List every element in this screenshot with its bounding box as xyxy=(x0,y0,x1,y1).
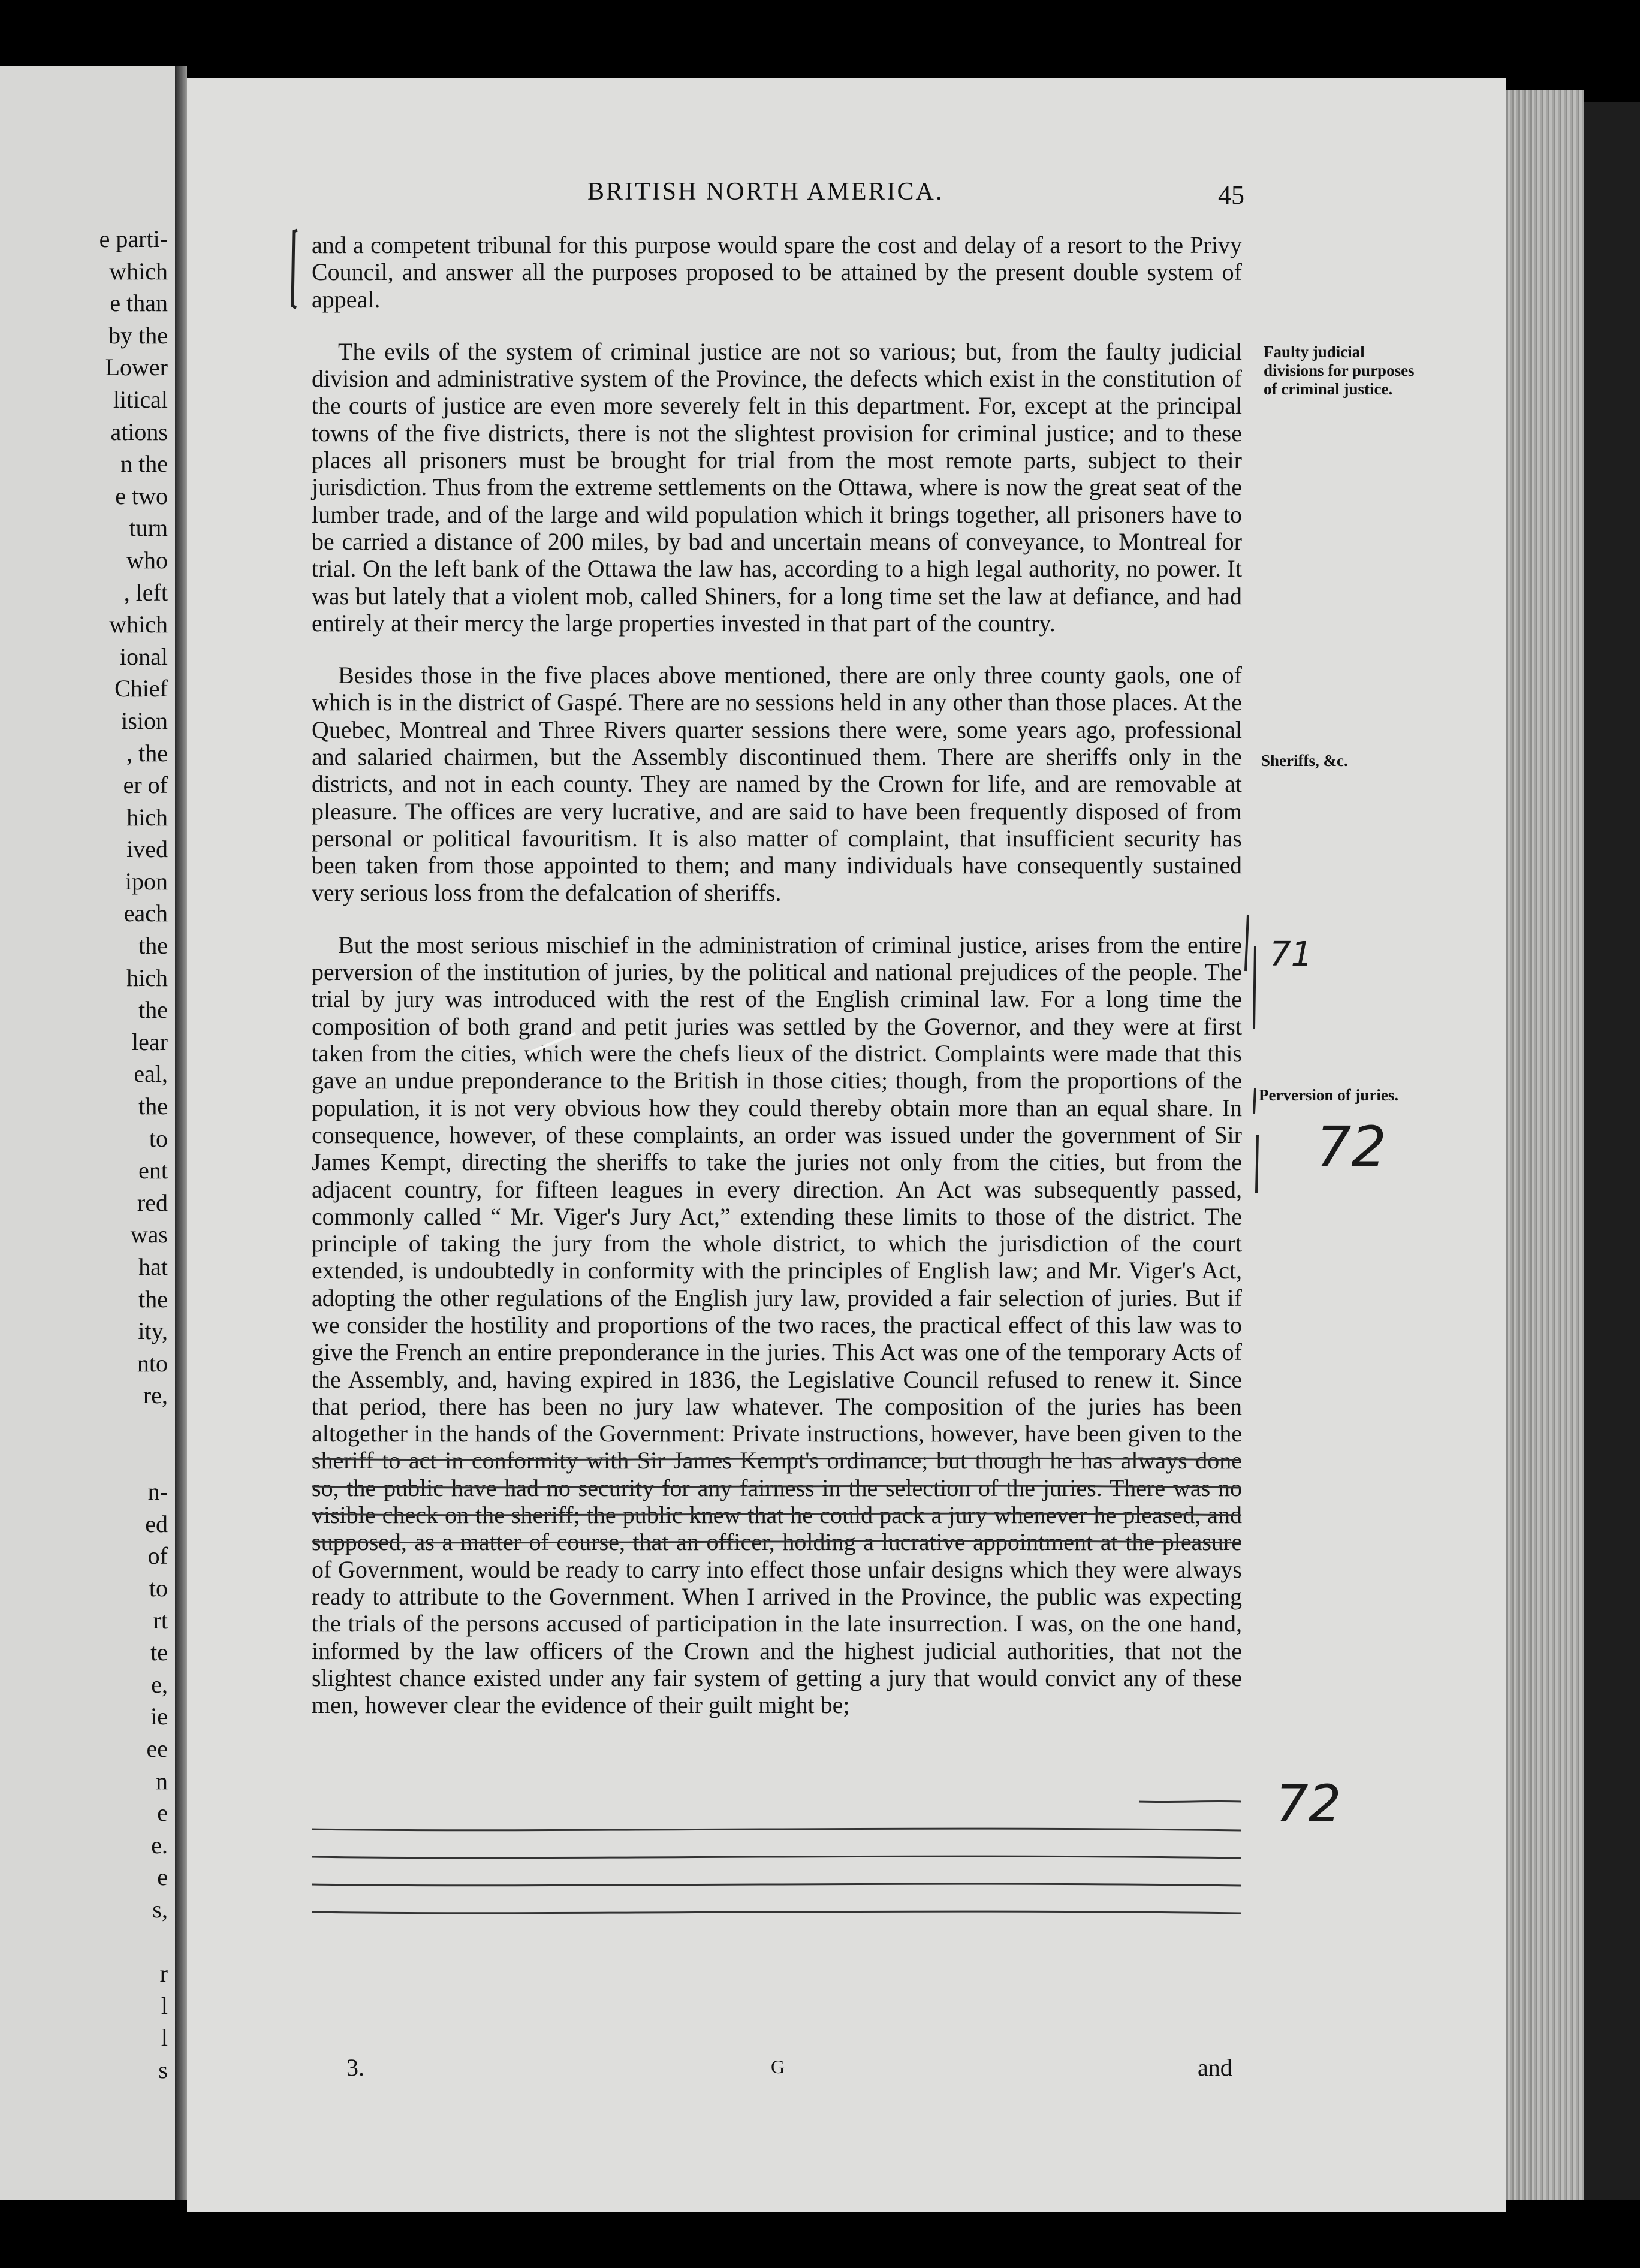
left-page-fragment-line: who xyxy=(126,546,168,574)
left-page-fragment-line: l xyxy=(161,2024,168,2052)
left-page-fragment-line: litical xyxy=(113,385,168,413)
left-page-fragment-line: hich xyxy=(126,803,168,831)
left-page-fragment-line: each xyxy=(123,900,168,927)
left-page-fragment-line: which xyxy=(109,257,168,285)
handwritten-number-72-lower: 72 xyxy=(1276,1774,1341,1834)
page-number: 45 xyxy=(1218,180,1244,210)
catchword: and xyxy=(1198,2054,1232,2081)
left-page xyxy=(0,66,175,2200)
left-page-fragment-line: eal, xyxy=(134,1060,168,1088)
handwritten-number-71: 71 xyxy=(1270,935,1313,974)
left-page-fragment-line: te xyxy=(150,1639,168,1666)
left-page-fragment-line: Chief xyxy=(114,675,168,702)
left-page-fragment-line: e xyxy=(157,1863,168,1891)
left-page-fragment-line: e two xyxy=(115,482,168,509)
left-page-fragment-line: ed xyxy=(145,1510,168,1537)
left-page-fragment-line xyxy=(12,1444,168,1476)
paragraph-sheriffs: Besides those in the five places above mentioned, there are only three county gaols, one of which is in the district of Gaspé. There are no sessions held in any other than those places. At the Quebec, Montreal and Three Rivers quarter sessions there were, some years ago, professional and salaried chairmen, but the Assembly discontinued them. There are sheriffs only in the districts, and not in each county. They are named by the Crown for life, and are removable at pleasure. The offices are very lucrative, and are said to have been frequently disposed of from personal or political favouritism. It is also matter of complaint, that insufficient security has been taken from those appointed to them; and many individuals have consequently sustained very serious loss from the defalcation of sheriffs. xyxy=(312,662,1242,906)
sidenote-perversion-of-juries: Perversion of juries. xyxy=(1259,1086,1399,1104)
left-page-fragment-line: hat xyxy=(138,1253,168,1280)
book-gutter xyxy=(175,66,187,2200)
left-page-fragment-line: s xyxy=(158,2056,168,2083)
left-page-fragment-line: l xyxy=(161,1992,168,2019)
left-page-fragment-line: the xyxy=(138,1093,168,1120)
left-page-fragment-line: ived xyxy=(126,836,168,863)
left-page-fragment-line: , left xyxy=(123,578,168,606)
left-page-fragment-line: the xyxy=(138,932,168,960)
left-page-fragment-line: lear xyxy=(132,1028,168,1055)
left-page-fragment-line: n- xyxy=(147,1478,168,1506)
left-page-fragment-line: the xyxy=(138,1285,168,1313)
left-page-fragment-line: e, xyxy=(151,1670,168,1698)
left-page-fragment-line xyxy=(12,1412,168,1444)
left-page-fragment-line: e. xyxy=(151,1831,168,1859)
left-page-fragment-line: er of xyxy=(123,771,168,799)
signature-letter: G xyxy=(771,2056,785,2077)
signature-mark: 3. xyxy=(346,2054,364,2081)
left-page-fragment-line: rt xyxy=(153,1606,168,1634)
left-page-fragment-line: which xyxy=(109,611,168,638)
left-page-fragment-line: r xyxy=(159,1960,168,1987)
handwritten-number-72-upper: 72 xyxy=(1316,1115,1387,1179)
left-page-fragment-line: by the xyxy=(108,321,168,349)
page-edges xyxy=(1506,90,1584,2200)
left-page-fragment-line: n xyxy=(156,1767,168,1795)
left-page-fragment-line: , the xyxy=(126,739,168,767)
left-page-fragment-line: Lower xyxy=(105,354,168,381)
left-page-fragment-line xyxy=(12,1925,168,1958)
paragraph-juries: But the most serious mischief in the administration of criminal justice, arises from the entire perversion of the institution of juries, by the political and national prejudices of the people. The trial by jury was introduced with the rest of the English criminal law. For a long time the composition of both grand and petit juries was settled by the Governor, and they were at first taken from the cities, which were the chefs lieux of the district. Complaints were made that this gave an undue preponderance to the British in those cities; though, from the proportions of the population, it is not very obvious how they could thereby obtain more than an equal share. In consequence, however, of these complaints, an order was issued under the government of Sir James Kempt, directing the sheriffs to take the juries not only from the cities, but from the adjacent country, for fifteen leagues in every direction. An Act was subsequently passed, commonly called “ Mr. Viger's Jury Act,” extending these limits to those of the district. The principle of taking the jury from the whole district, to which the jurisdiction of the court extended, is undoubtedly in conformity with the principles of English law; and Mr. Viger's Act, adopting the other regulations of the English jury law, provided a fair selection of juries. But if we consider the hostility and proportions of the two races, the practical effect of this law was to give the French an entire preponderance in the juries. This Act was one of the temporary Acts of the Assembly, and, having expired in 1836, the Legislative Council refused to renew it. Since that period, there has been no jury law whatever. The composition of the juries has been altogether in the hands of the Government: Private instructions, however, have been given to the sheriff to act in conformity with Sir James Kempt's ordinance; but though he has always done so, the public have had no security for any fairness in the selection of the juries. There was no visible check on the sheriff; the public knew that he could pack a jury whenever he pleased, and supposed, as a matter of course, that an officer, holding a lucrative appointment at the pleasure of Government, would be ready to carry into effect those unfair designs which they were always ready to attribute to the Government. When I arrived in the Province, the public was expecting the trials of the persons accused of participation in the late insurrection. I was, on the one hand, informed by the law officers of the Crown and the highest judicial authorities, that not the slightest chance existed under any fair system of getting a jury that would convict any of these men, however clear the evidence of their guilt might be; xyxy=(312,931,1242,1719)
left-page-fragment-line: to xyxy=(149,1574,168,1602)
left-page-fragment-line: ity, xyxy=(138,1317,168,1345)
left-page-fragment-line: ie xyxy=(150,1703,168,1730)
book-cover-edge xyxy=(1584,102,1640,2200)
left-page-fragment-line: s, xyxy=(152,1895,168,1923)
paragraph-appeal: and a competent tribunal for this purpose would spare the cost and delay of a resort to the Privy Council, and answer all the purposes proposed to be attained by the present double system of appeal. xyxy=(312,231,1242,313)
left-page-fragments xyxy=(12,223,168,2086)
sidenote-sheriffs: Sheriffs, &c. xyxy=(1261,752,1348,770)
left-page-fragment-line: e parti- xyxy=(99,225,168,252)
left-page-fragment-line: nto xyxy=(137,1349,168,1377)
left-page-fragment-line: ations xyxy=(110,418,168,445)
left-page-fragment-line: ipon xyxy=(125,867,168,895)
left-page-fragment-line: ee xyxy=(146,1735,168,1762)
sidenote-faulty-judicial-divisions: Faulty judicial divisions for purposes of criminal justice. xyxy=(1264,343,1415,398)
running-head: BRITISH NORTH AMERICA. xyxy=(587,178,944,206)
left-page-fragment-line: turn xyxy=(129,514,168,542)
left-page-fragment-line: ision xyxy=(121,707,168,734)
paragraph-criminal-justice: The evils of the system of criminal justice are not so various; but, from the faulty judicial division and administrative system of the Province, the defects which exist in the constitution of the courts of justice are even more severely felt in this department. For, except at the principal towns of the five districts, there is not the slightest provision for criminal justice; and to these places all prisoners must be brought for trial from the most remote parts, subject to their jurisdiction. Thus from the extreme settlements on the Ottawa, where is now the great seat of the lumber trade, and of the large and wild population which it brings together, all prisoners have to be carried a distance of 200 miles, by bad and uncertain means of conveyance, to Montreal for trial. On the left bank of the Ottawa the law has, according to a high legal authority, no power. It was but lately that a violent mob, called Shiners, for a long time set the law at defiance, and had entirely at their mercy the large properties invested in that part of the country. xyxy=(312,337,1242,637)
left-page-fragment-line: was xyxy=(130,1221,168,1248)
left-page-fragment-line: n the xyxy=(120,450,168,478)
left-page-fragment-line: of xyxy=(147,1542,168,1570)
left-page-fragment-line: e xyxy=(157,1799,168,1827)
left-page-fragment-line: hich xyxy=(126,964,168,991)
body-text xyxy=(312,231,1242,1718)
left-page-fragment-line: ent xyxy=(138,1157,168,1184)
left-page-fragment-line: red xyxy=(137,1189,168,1216)
left-page-fragment-line: the xyxy=(138,996,168,1024)
left-page-fragment-line: e than xyxy=(110,289,168,317)
left-page-fragment-line: ional xyxy=(120,643,168,670)
left-page-fragment-line: to xyxy=(149,1124,168,1152)
left-page-fragment-line: re, xyxy=(143,1382,168,1409)
